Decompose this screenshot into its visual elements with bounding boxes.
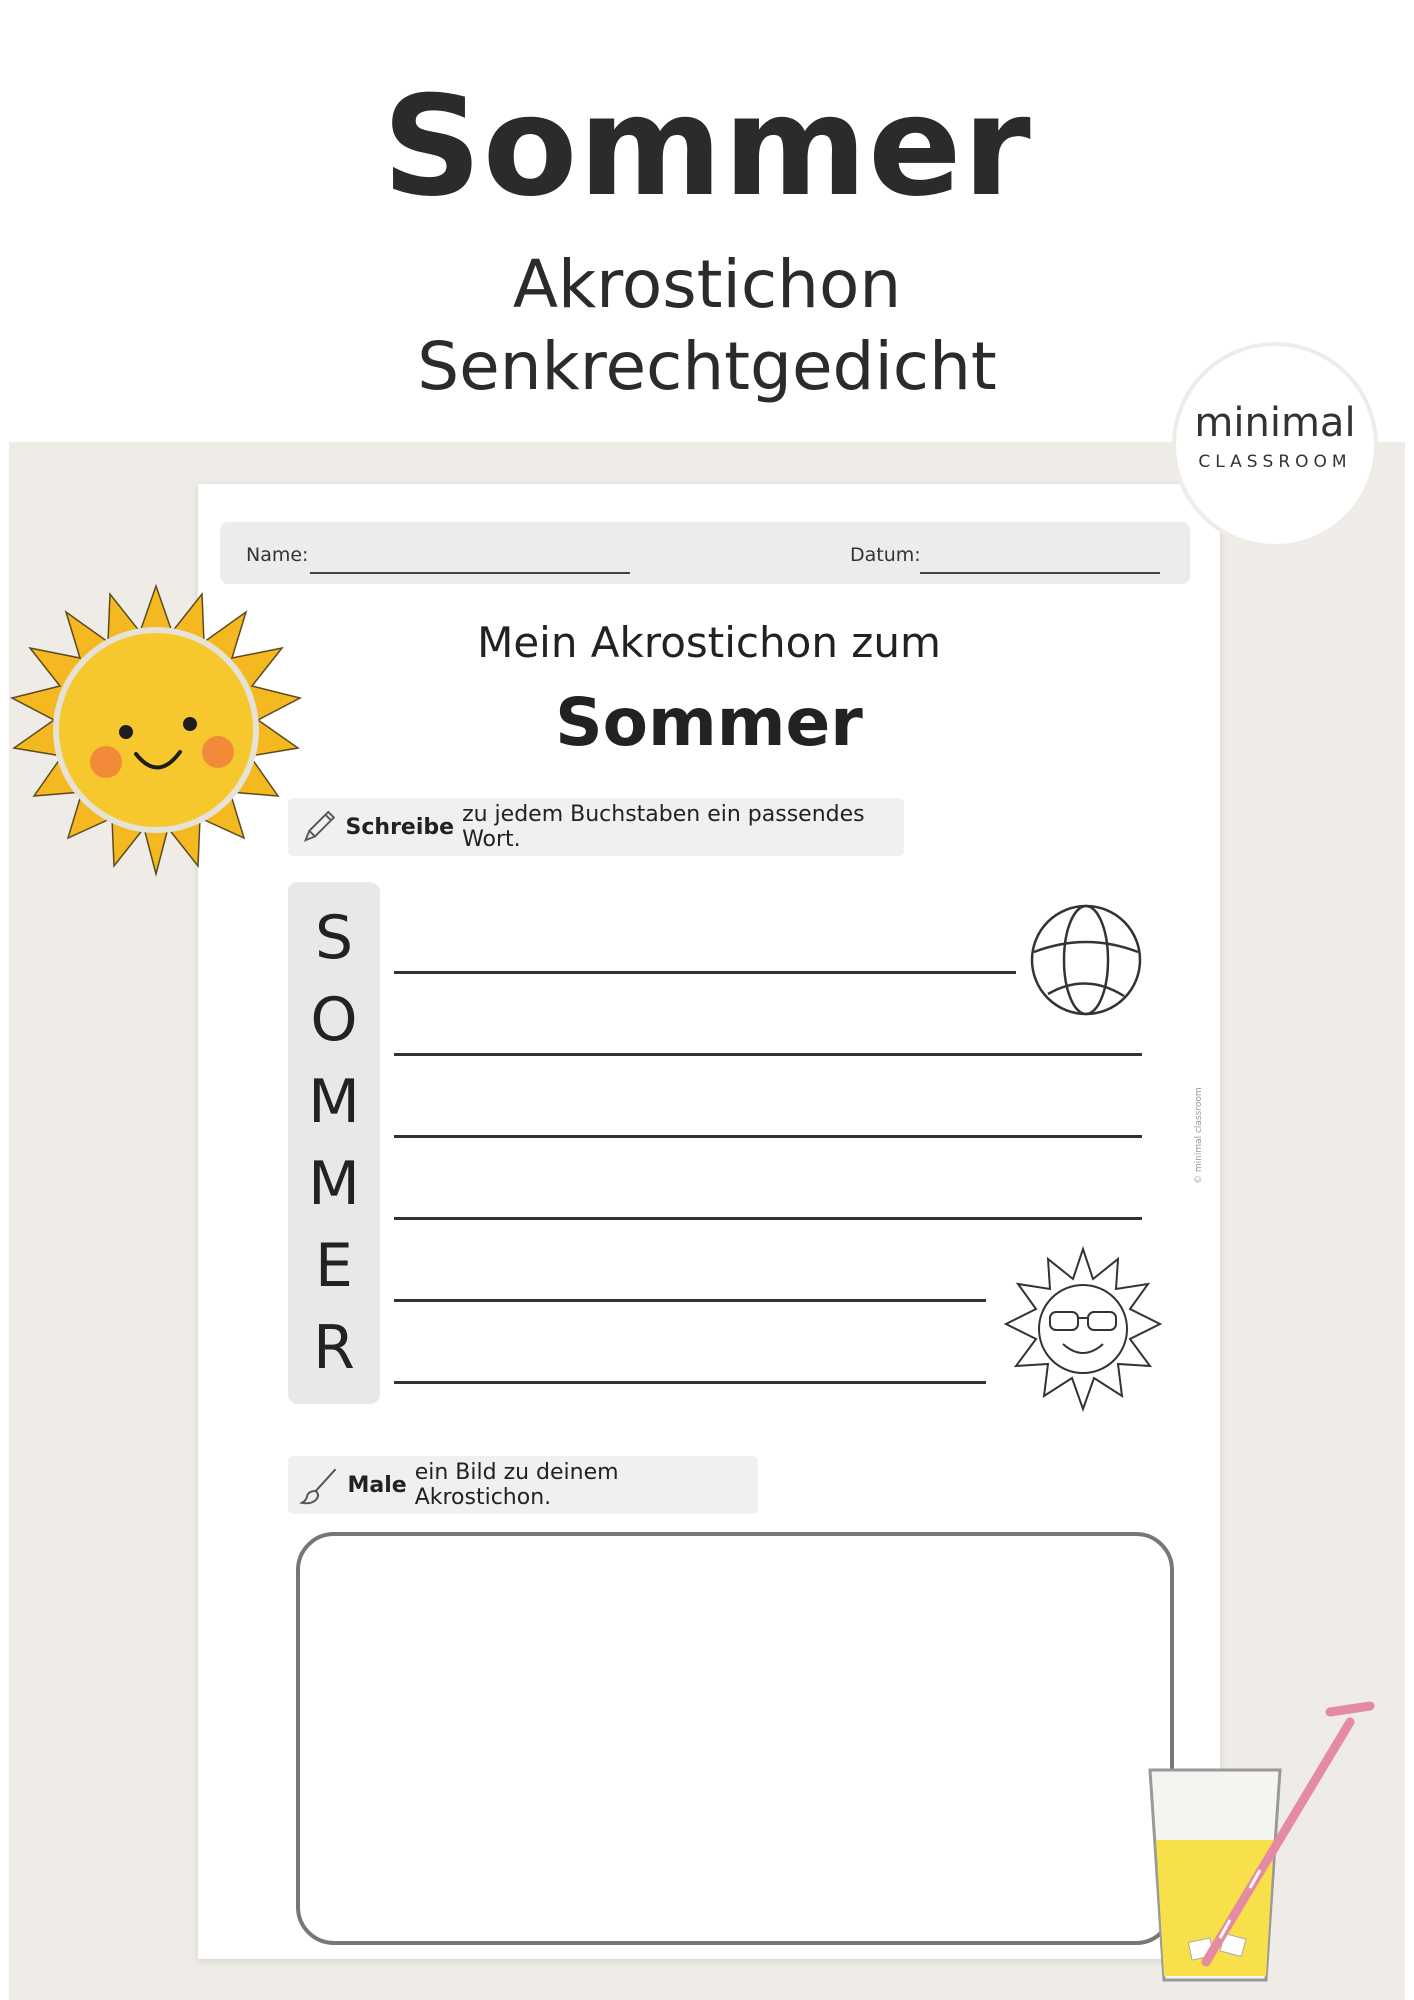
instruction-draw	[288, 1456, 758, 1514]
write-line-5[interactable]	[394, 1299, 986, 1302]
name-field[interactable]	[310, 572, 630, 574]
cover-title: Sommer	[382, 66, 1032, 227]
sun-sunglasses-icon	[998, 1244, 1168, 1414]
brand-badge	[1172, 342, 1378, 548]
cover-subtitle-2: Senkrechtgedicht	[417, 328, 997, 405]
instruction-write-bold: Schreibe	[345, 814, 455, 840]
instruction-draw-text: ein Bild zu deinem Akrostichon.	[414, 1460, 619, 1510]
write-line-4[interactable]	[394, 1217, 1142, 1220]
lemonade-glass-illustration	[1130, 1700, 1380, 1990]
write-line-3[interactable]	[394, 1135, 1142, 1138]
instruction-write	[288, 798, 904, 856]
cover-subtitle-1: Akrostichon	[512, 246, 902, 323]
date-label: Datum:	[850, 544, 921, 566]
pencil-icon	[298, 805, 340, 849]
acrostic-letter: E	[315, 1231, 353, 1301]
acrostic-letter-column	[288, 882, 380, 1404]
write-line-1[interactable]	[394, 971, 1016, 974]
sun-illustration	[8, 582, 304, 878]
worksheet-title: Mein Akrostichon zum	[477, 618, 941, 667]
write-line-6[interactable]	[394, 1381, 986, 1384]
acrostic-letter: R	[313, 1313, 355, 1383]
instruction-draw-bold: Male	[347, 1472, 407, 1498]
brush-icon	[298, 1463, 342, 1507]
worksheet-page	[198, 484, 1220, 1959]
date-field[interactable]	[920, 572, 1160, 574]
brand-name: minimal	[1194, 400, 1356, 446]
acrostic-letter: O	[310, 985, 358, 1055]
drawing-area[interactable]	[296, 1532, 1174, 1945]
acrostic-letter: M	[308, 1149, 360, 1219]
acrostic-letter: S	[314, 903, 354, 973]
worksheet-subtitle: Sommer	[555, 684, 863, 761]
instruction-write-text: zu jedem Buchstaben ein passendes Wort.	[462, 802, 865, 852]
name-date-bar	[220, 522, 1190, 584]
beach-ball-icon	[1028, 902, 1144, 1018]
write-line-2[interactable]	[394, 1053, 1142, 1056]
acrostic-letter: M	[308, 1067, 360, 1137]
name-label: Name:	[246, 544, 309, 566]
brand-tagline: CLASSROOM	[1198, 452, 1352, 472]
copyright-watermark: © minimal classroom	[1194, 1087, 1204, 1184]
